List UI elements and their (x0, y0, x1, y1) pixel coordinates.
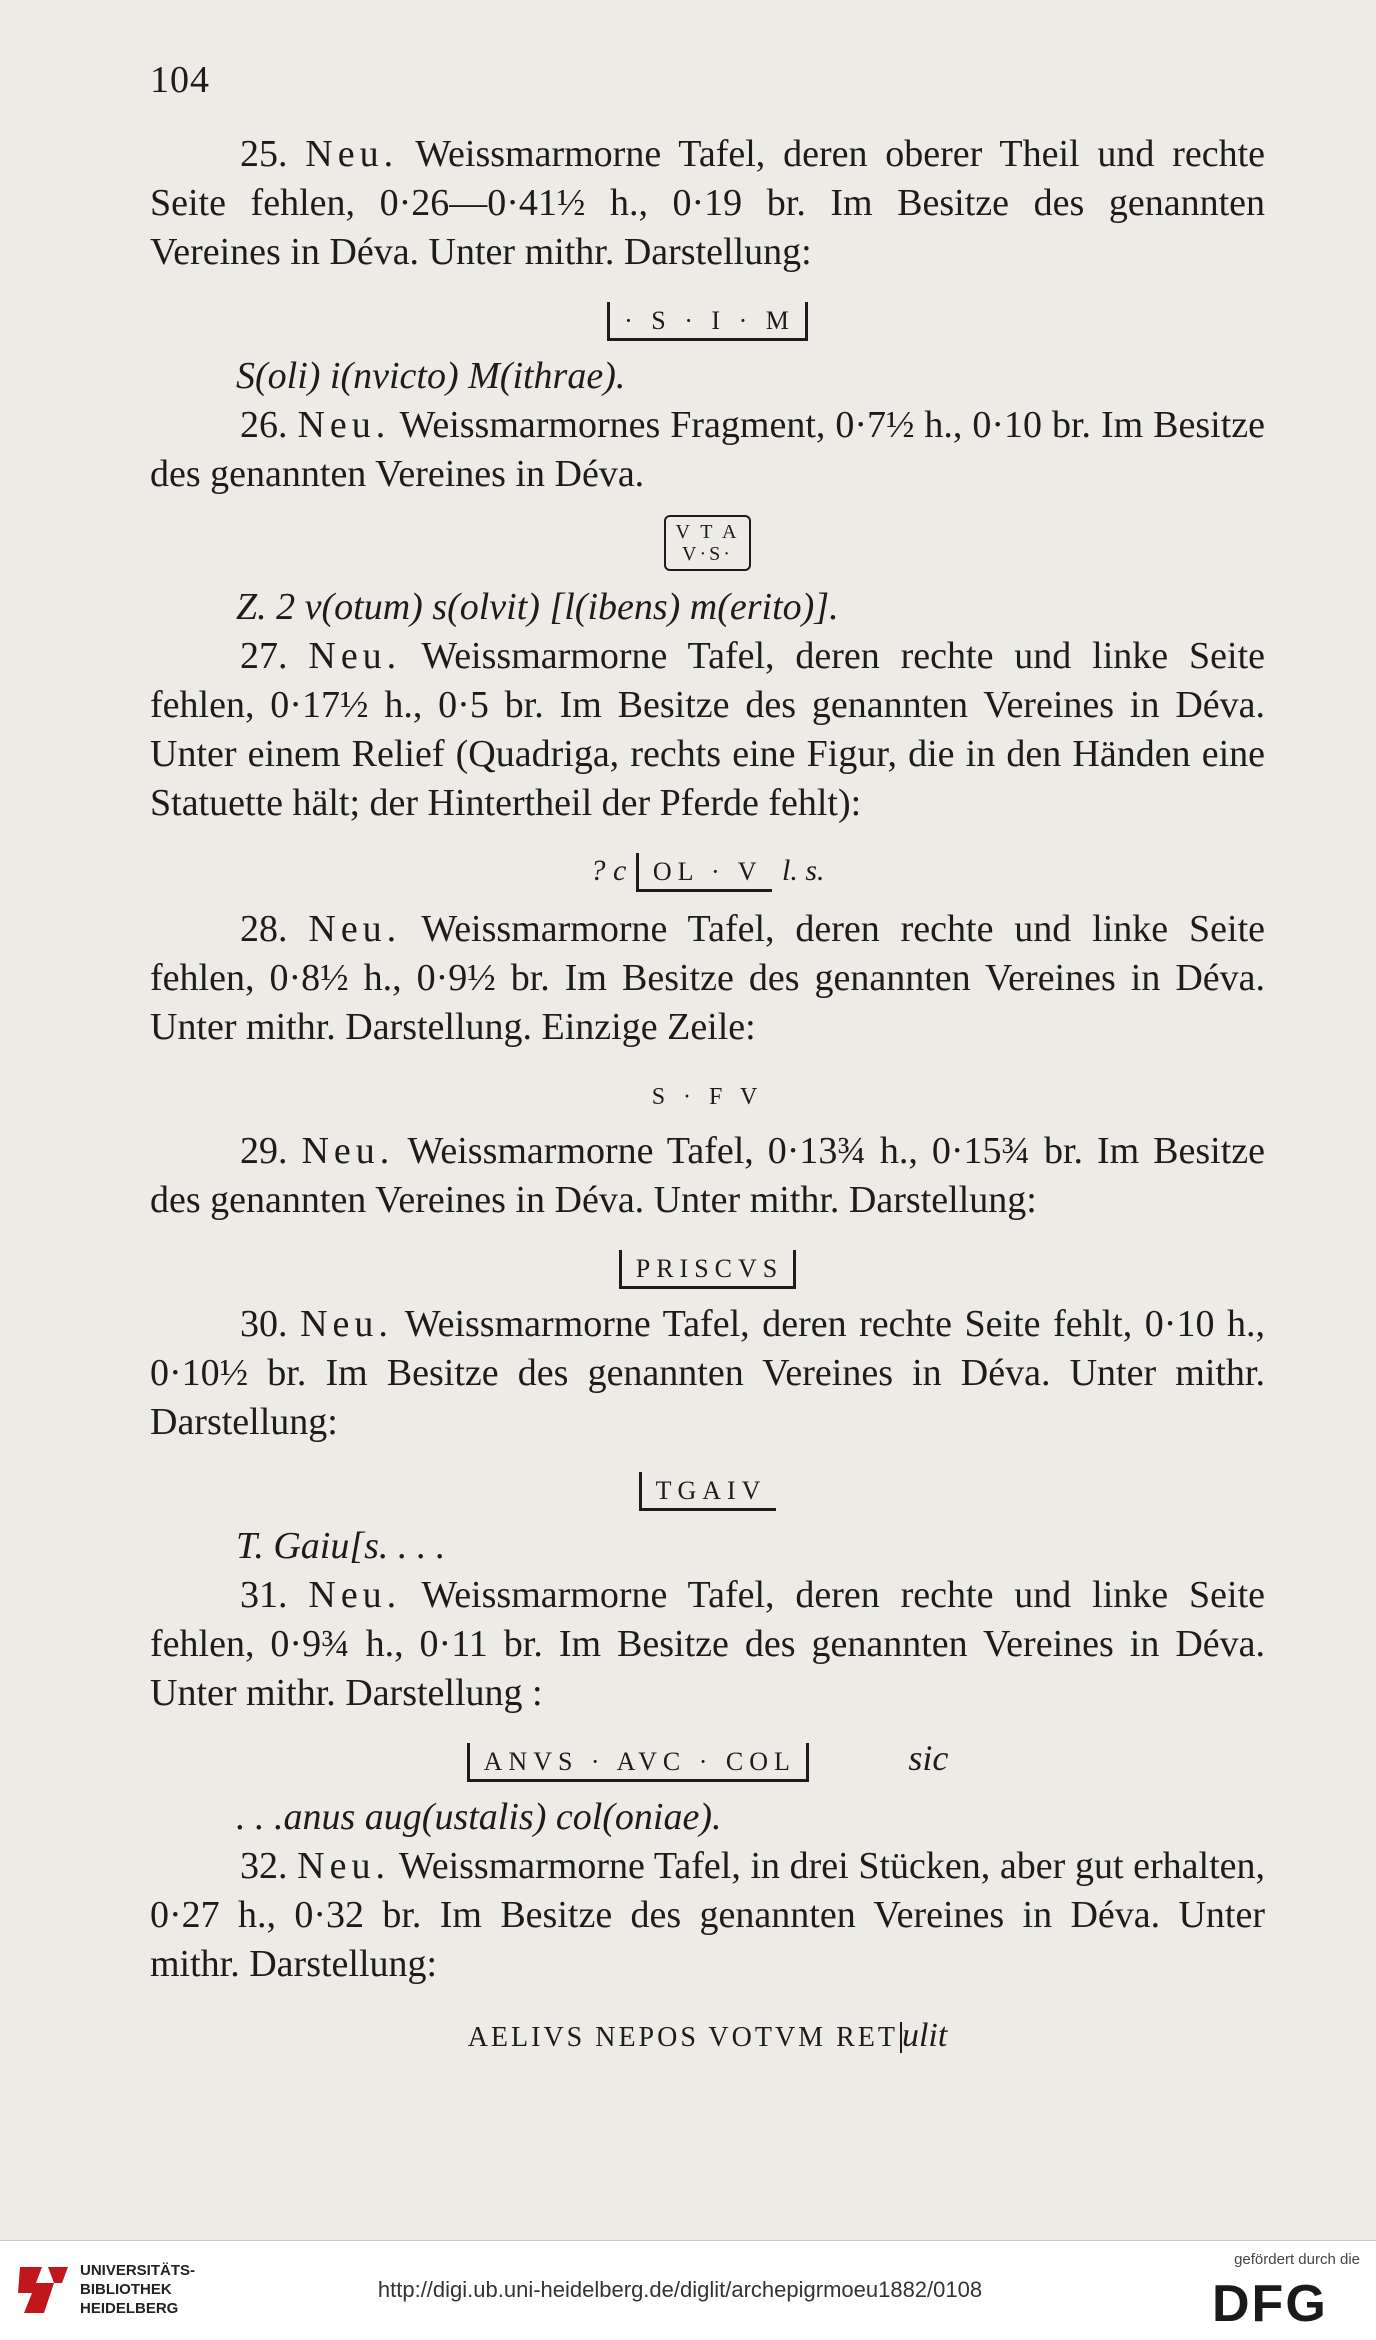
entry-label: Neu. (308, 1574, 402, 1616)
entry-31: 31. Neu. Weissmarmorne Tafel, deren rechte und linke Seite fehlen, 0·9¾ h., 0·11 br. Im Besitze des genannten Vereines in Déva. Unter mithr. Darstellung : (150, 1574, 1265, 1714)
institution-name: UNIVERSITÄTS- BIBLIOTHEK HEIDELBERG (80, 2262, 196, 2317)
inscription-29: PRISCVS (150, 1241, 1265, 1290)
entry-label: Neu. (305, 133, 399, 175)
page-number: 104 (150, 59, 210, 101)
inscription-30: TGAIV (150, 1463, 1265, 1512)
entry-25: 25. Neu. Weissmarmorne Tafel, deren oberer Theil und rechte Seite fehlen, 0·26—0·41½ h., 0·19 br. Im Besitze des genannten Vereines in Déva. Unter mithr. Darstellung: (150, 133, 1266, 273)
reading-31: . . .anus aug(ustalis) col(oniae). (236, 1796, 722, 1838)
entry-32: 32. Neu. Weissmarmorne Tafel, in drei Stücken, aber gut erhalten, 0·27 h., 0·32 br. Im Besitze des genannten Vereines in Déva. Unter mithr. Darstellung: (150, 1845, 1266, 1985)
page-body (150, 130, 1265, 2062)
university-library-logo-icon (14, 2261, 72, 2319)
entry-label: Neu. (308, 908, 402, 950)
entry-label: Neu. (301, 1130, 395, 1172)
reading-26: Z. 2 v(otum) s(olvit) [l(ibens) m(erito)]. (236, 586, 839, 628)
inscription-32: AELIVS NEPOS VOTVM RET ulit (467, 2017, 948, 2054)
entry-label: Neu. (297, 1845, 390, 1887)
source-url[interactable]: http://digi.ub.uni-heidelberg.de/diglit/archepigrmoeu1882/0108 (377, 2277, 983, 2302)
inscription-28: S · F V (651, 1084, 764, 1110)
inscription-26: V T A V·S· (150, 515, 1265, 573)
sic-note: sic (908, 1738, 949, 1778)
entry-label: Neu. (300, 1303, 393, 1345)
svg-text:DFG: DFG (1212, 2275, 1328, 2327)
entry-label: Neu. (308, 635, 402, 677)
funding-caption: gefördert durch die (1234, 2251, 1360, 2268)
reading-25: S(oli) i(nvicto) M(ithrae). (236, 355, 626, 397)
inscription-27: ? c OL · V l. s. (150, 844, 1265, 895)
viewer-footer (0, 2240, 1376, 2340)
entry-27: 27. Neu. Weissmarmorne Tafel, deren rechte und linke Seite fehlen, 0·17½ h., 0·5 br. Im Besitze des genannten Vereines in Déva. Unter einem Relief (Quadriga, rechts eine Figur, die in den Händen eine Statuette hält; der Hintertheil der Pferde fehlt): (150, 635, 1265, 824)
entry-26: 26. Neu. Weissmarmornes Fragment, 0·7½ h., 0·10 br. Im Besitze des genannten Vereines in Déva. (150, 404, 1265, 495)
reading-30: T. Gaiu[s. . . . (236, 1525, 446, 1567)
entry-label: Neu. (297, 404, 391, 446)
entry-28: 28. Neu. Weissmarmorne Tafel, deren rechte und linke Seite fehlen, 0·8½ h., 0·9½ br. Im Besitze des genannten Vereines in Déva. Unter mithr. Darstellung. Einzige Zeile: (150, 908, 1265, 1048)
inscription-25: · S · I · M (150, 293, 1265, 342)
entry-30: 30. Neu. Weissmarmorne Tafel, deren rechte Seite fehlt, 0·10 h., 0·10½ br. Im Besitze des genannten Vereines in Déva. Unter mithr. Darstellung: (150, 1303, 1266, 1443)
entry-29: 29. Neu. Weissmarmorne Tafel, 0·13¾ h., 0·15¾ br. Im Besitze des genannten Vereines in Déva. Unter mithr. Darstellung: (150, 1130, 1265, 1221)
inscription-31: ANVS · AVC · COL sic (150, 1734, 1265, 1783)
dfg-logo-icon (1212, 2275, 1362, 2327)
